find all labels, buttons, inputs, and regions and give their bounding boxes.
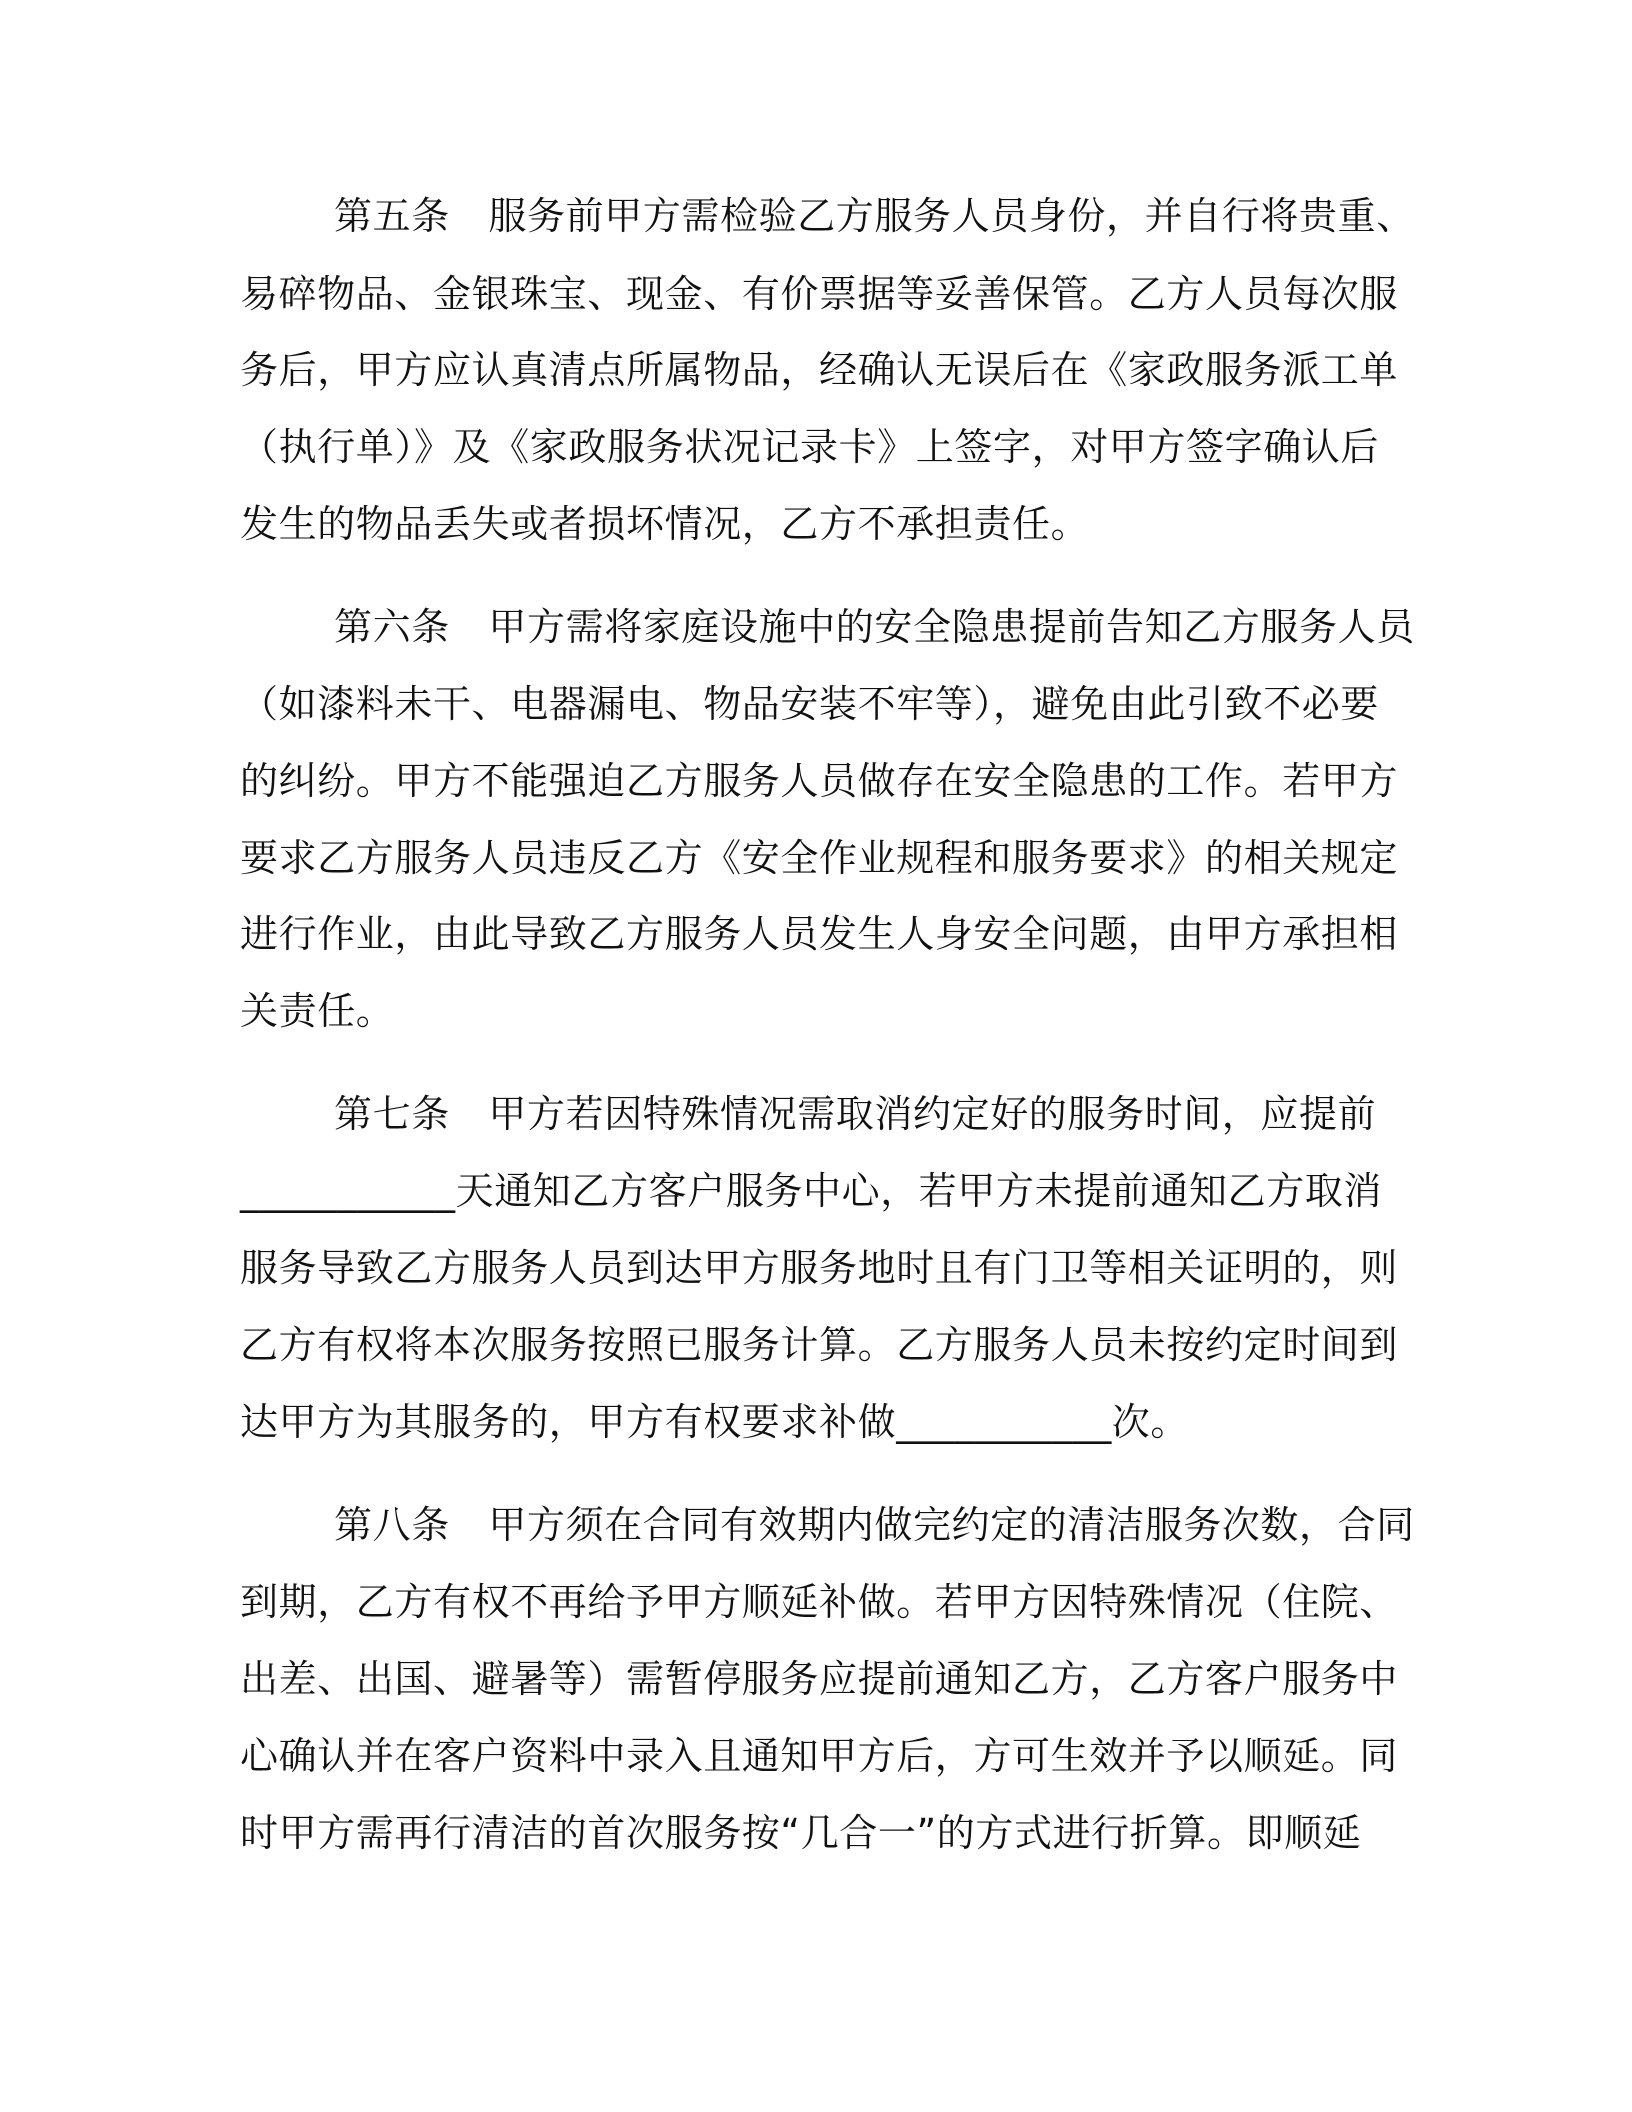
article8-line-1: 第八条 甲方须在合同有效期内做完约定的清洁服务次数，合同 [334,1503,1415,1547]
article6-line-5: 进行作业，由此导致乙方服务人员发生人身安全问题，由甲方承担相 [240,912,1399,956]
article5-line-3: 务后，甲方应认真清点所属物品，经确认无误后在《家政服务派工单 [240,348,1399,392]
article8-line-2: 到期，乙方有权不再给予甲方顺延补做。若甲方因特殊情况（住院、 [240,1580,1399,1624]
article6-line-4: 要求乙方服务人员违反乙方《安全作业规程和服务要求》的相关规定 [240,836,1399,880]
article7-line-3: 服务导致乙方服务人员到达甲方服务地时且有门卫等相关证明的，则 [240,1246,1399,1290]
article7-line-2: ___________天通知乙方客户服务中心，若甲方未提前通知乙方取消 [240,1169,1383,1213]
article6-line-3: 的纠纷。甲方不能强迫乙方服务人员做存在安全隐患的工作。若甲方 [240,759,1399,803]
article6-line-6: 关责任。 [240,989,395,1033]
article7-line-5: 达甲方为其服务的，甲方有权要求补做___________次。 [240,1400,1190,1444]
article7-line-4: 乙方有权将本次服务按照已服务计算。乙方服务人员未按约定时间到 [240,1323,1399,1367]
article7-line-1: 第七条 甲方若因特殊情况需取消约定好的服务时间，应提前 [334,1092,1377,1136]
article5-line-5: 发生的物品丢失或者损坏情况，乙方不承担责任。 [240,502,1090,546]
article8-line-3: 出差、出国、避暑等）需暂停服务应提前通知乙方，乙方客户服务中 [240,1657,1399,1701]
article6-line-1: 第六条 甲方需将家庭设施中的安全隐患提前告知乙方服务人员 [334,605,1415,649]
article8-line-4: 心确认并在客户资料中录入且通知甲方后，方可生效并予以顺延。同 [240,1734,1399,1778]
article8-line-5: 时甲方需再行清洁的首次服务按“几合一”的方式进行折算。即顺延 [240,1811,1362,1855]
article6-line-2: （如漆料未干、电器漏电、物品安装不牢等），避免由此引致不必要 [240,682,1380,726]
article5-line-4: （执行单）》及《家政服务状况记录卡》上签字，对甲方签字确认后 [240,425,1380,469]
article5-line-1: 第五条 服务前甲方需检验乙方服务人员身份，并自行将贵重、 [334,194,1415,238]
article5-line-2: 易碎物品、金银珠宝、现金、有价票据等妥善保管。乙方人员每次服 [240,272,1399,316]
